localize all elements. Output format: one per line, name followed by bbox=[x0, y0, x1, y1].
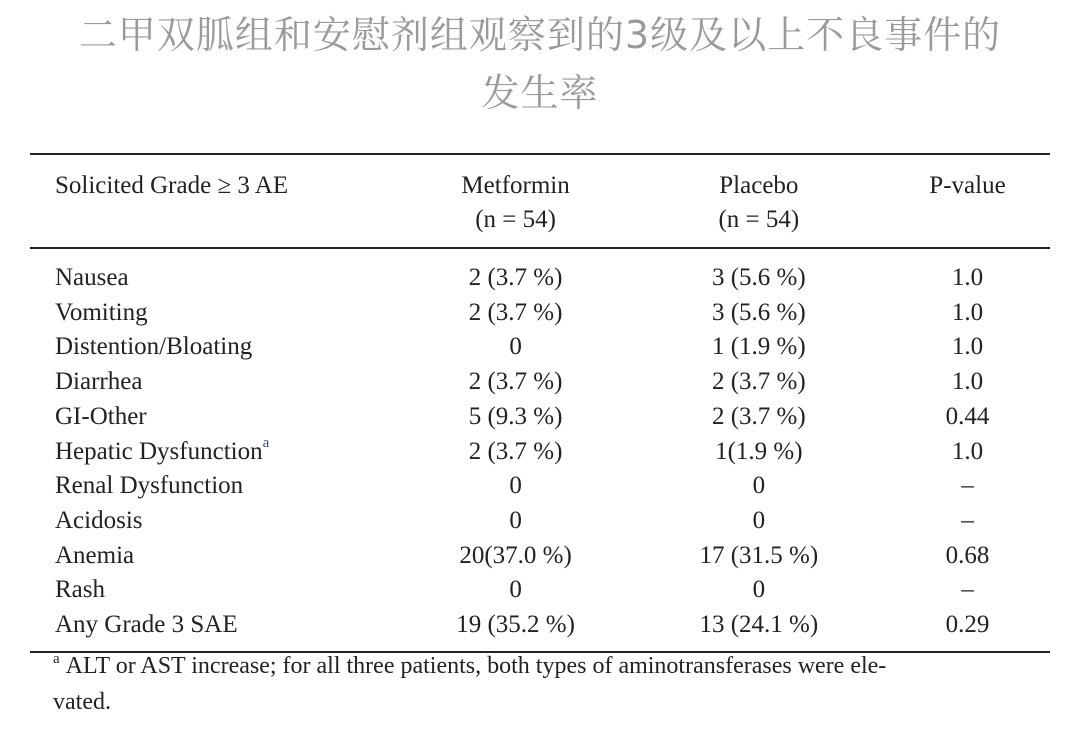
cell-placebo-text: 17 (31.5 %) bbox=[699, 541, 819, 569]
cell-metformin bbox=[398, 248, 632, 296]
cell-placebo-text: 2 (3.7 %) bbox=[711, 368, 806, 396]
table-row bbox=[30, 296, 1050, 331]
cell-metformin bbox=[398, 435, 632, 470]
table-body bbox=[30, 248, 1050, 652]
cell-event-text: Diarrhea bbox=[55, 368, 143, 396]
cell-pvalue-text: 0.29 bbox=[945, 611, 990, 639]
header-placebo-label: Placebo bbox=[719, 172, 799, 199]
header-event: Solicited Grade ≥ 3 AE bbox=[55, 172, 289, 199]
table-row bbox=[30, 539, 1050, 574]
cell-pvalue-text: – bbox=[961, 576, 974, 604]
cell-placebo bbox=[633, 539, 885, 574]
cell-placebo-text: 13 (24.1 %) bbox=[699, 611, 819, 639]
footnote-ref[interactable]: a bbox=[262, 434, 270, 451]
footnote-line-1: ALT or AST increase; for all three patients, both types of aminotransferases were ele- bbox=[65, 653, 887, 679]
cell-event bbox=[30, 248, 398, 296]
cell-event bbox=[30, 608, 398, 652]
cell-metformin-text: 2 (3.7 %) bbox=[468, 437, 563, 465]
header-metformin bbox=[398, 154, 632, 248]
cell-pvalue-text: 1.0 bbox=[951, 264, 984, 291]
cell-event-text: Acidosis bbox=[55, 506, 143, 534]
cell-metformin-text: 0 bbox=[509, 576, 522, 604]
footnote bbox=[53, 648, 1053, 720]
cell-event bbox=[30, 469, 398, 504]
cell-pvalue bbox=[885, 504, 1050, 539]
cell-event bbox=[30, 573, 398, 608]
cell-event bbox=[30, 365, 398, 400]
cell-event bbox=[30, 539, 398, 574]
cell-pvalue-text: 1.0 bbox=[951, 298, 984, 326]
cell-event bbox=[30, 330, 398, 365]
cell-event bbox=[30, 435, 398, 470]
footnote-line-2: vated. bbox=[53, 689, 111, 715]
cell-placebo-text: 2 (3.7 %) bbox=[711, 402, 806, 430]
cell-event-text: GI-Other bbox=[55, 402, 147, 430]
cell-placebo bbox=[633, 296, 885, 331]
header-placebo bbox=[633, 154, 885, 248]
cell-pvalue-text: 1.0 bbox=[951, 333, 984, 361]
cell-event-text: Anemia bbox=[55, 541, 135, 569]
cell-metformin bbox=[398, 400, 632, 435]
cell-metformin bbox=[398, 330, 632, 365]
cell-metformin-text: 20(37.0 %) bbox=[459, 541, 572, 569]
cell-event-text: Rash bbox=[55, 576, 105, 604]
cell-placebo bbox=[633, 608, 885, 652]
cell-pvalue bbox=[885, 296, 1050, 331]
cell-event bbox=[30, 504, 398, 539]
cell-event-text: Nausea bbox=[55, 264, 129, 291]
cell-placebo-text: 3 (5.6 %) bbox=[711, 264, 806, 291]
cell-metformin-text: 19 (35.2 %) bbox=[456, 611, 575, 639]
cell-pvalue-text: – bbox=[961, 472, 974, 500]
cell-pvalue-text: 0.68 bbox=[945, 541, 990, 569]
cell-metformin-text: 0 bbox=[509, 333, 522, 361]
cell-metformin-text: 0 bbox=[509, 506, 522, 534]
cell-event-text: Renal Dysfunction bbox=[55, 472, 244, 500]
title-line-2: 发生率 bbox=[481, 71, 599, 115]
cell-placebo bbox=[633, 365, 885, 400]
cell-event-text: Hepatic Dysfunction bbox=[55, 437, 263, 465]
cell-event bbox=[30, 296, 398, 331]
cell-event-text: Any Grade 3 SAE bbox=[55, 611, 238, 639]
cell-placebo-text: 1 (1.9 %) bbox=[711, 333, 806, 361]
cell-metformin-text: 0 bbox=[509, 472, 522, 500]
cell-pvalue bbox=[885, 365, 1050, 400]
header-pvalue: P-value bbox=[929, 172, 1006, 199]
table-row bbox=[30, 504, 1050, 539]
cell-placebo-text: 0 bbox=[752, 576, 766, 604]
table-row bbox=[30, 330, 1050, 365]
cell-pvalue-text: 1.0 bbox=[951, 368, 984, 396]
cell-pvalue bbox=[885, 539, 1050, 574]
table-row bbox=[30, 608, 1050, 652]
cell-metformin-text: 2 (3.7 %) bbox=[468, 264, 563, 291]
cell-pvalue-text: 0.44 bbox=[945, 402, 990, 430]
table-row bbox=[30, 435, 1050, 470]
table-row bbox=[30, 248, 1050, 296]
cell-placebo bbox=[633, 504, 885, 539]
cell-placebo-text: 0 bbox=[752, 506, 766, 534]
table-row bbox=[30, 573, 1050, 608]
title-line-1: 二甲双胍组和安慰剂组观察到的3级及以上不良事件的 bbox=[78, 13, 1002, 57]
table-row bbox=[30, 469, 1050, 504]
cell-placebo-text: 1(1.9 %) bbox=[715, 437, 803, 465]
cell-placebo bbox=[633, 573, 885, 608]
cell-metformin bbox=[398, 469, 632, 504]
cell-pvalue bbox=[885, 400, 1050, 435]
cell-metformin bbox=[398, 608, 632, 652]
cell-pvalue-text: – bbox=[961, 506, 974, 534]
cell-event bbox=[30, 400, 398, 435]
cell-placebo bbox=[633, 435, 885, 470]
header-metformin-label: Metformin bbox=[461, 172, 570, 199]
cell-metformin bbox=[398, 573, 632, 608]
adverse-events-table bbox=[30, 153, 1050, 653]
cell-metformin bbox=[398, 539, 632, 574]
cell-metformin bbox=[398, 365, 632, 400]
cell-metformin-text: 2 (3.7 %) bbox=[468, 368, 563, 396]
table-row bbox=[30, 365, 1050, 400]
cell-placebo-text: 0 bbox=[752, 472, 766, 500]
cell-pvalue bbox=[885, 469, 1050, 504]
cell-pvalue bbox=[885, 248, 1050, 296]
cell-placebo bbox=[633, 469, 885, 504]
page-title bbox=[0, 6, 1080, 122]
cell-pvalue-text: 1.0 bbox=[951, 437, 984, 465]
table-header-row bbox=[30, 154, 1050, 248]
cell-placebo bbox=[633, 248, 885, 296]
cell-metformin bbox=[398, 504, 632, 539]
cell-metformin bbox=[398, 296, 632, 331]
cell-pvalue bbox=[885, 573, 1050, 608]
cell-metformin-text: 5 (9.3 %) bbox=[468, 402, 563, 430]
footnote-marker: a bbox=[53, 651, 60, 667]
cell-placebo bbox=[633, 330, 885, 365]
cell-event-text: Distention/Bloating bbox=[55, 333, 253, 361]
cell-placebo-text: 3 (5.6 %) bbox=[711, 298, 806, 326]
header-placebo-n: (n = 54) bbox=[718, 206, 800, 233]
cell-pvalue bbox=[885, 608, 1050, 652]
table-row bbox=[30, 400, 1050, 435]
header-metformin-n: (n = 54) bbox=[475, 206, 556, 233]
cell-pvalue bbox=[885, 435, 1050, 470]
cell-placebo bbox=[633, 400, 885, 435]
cell-pvalue bbox=[885, 330, 1050, 365]
cell-metformin-text: 2 (3.7 %) bbox=[468, 298, 563, 326]
cell-event-text: Vomiting bbox=[55, 298, 148, 326]
